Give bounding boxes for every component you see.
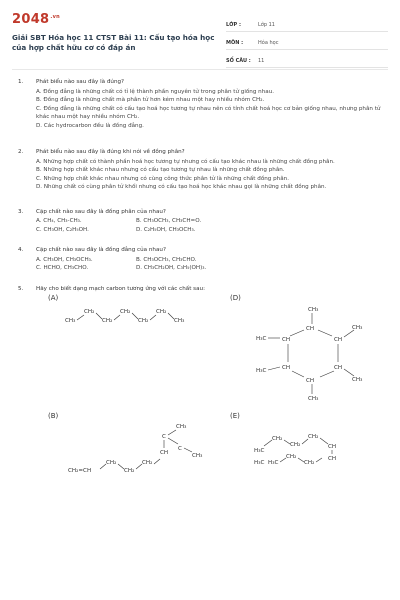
- question-stem: Phát biểu nào sau đây là đúng khi nói về đồng phân?: [36, 149, 185, 155]
- question-2: [18, 148, 386, 192]
- question-number: 3.: [18, 208, 24, 215]
- structure-e: [254, 434, 336, 466]
- question-stem: Hãy cho biết dạng mạch carbon tương ứng với các chất sau:: [36, 285, 205, 292]
- option-d[interactable]: D. Những chất có cùng phân tử khối nhưng có cấu tạo hoá học khác nhau gọi là những chất đồng phân.: [36, 184, 327, 190]
- atom: H₃C: [256, 368, 267, 374]
- atom: CH₂: [138, 318, 149, 324]
- meta-key: MÔN :: [226, 40, 244, 46]
- option-a[interactable]: A. Những hợp chất có thành phần hoá học tương tự nhưng có cấu tạo khác nhau là những chất đồng phân.: [36, 158, 335, 165]
- meta-value: Hóa học: [258, 40, 279, 46]
- meta-row-class: [226, 14, 388, 32]
- atom: CH: [328, 456, 337, 462]
- structure-label-a: (A): [48, 294, 59, 302]
- atom: CH: [160, 450, 169, 456]
- header-divider: [12, 69, 388, 70]
- atom: H₃C: [254, 448, 265, 454]
- atom: CH: [282, 365, 291, 371]
- question-4: [18, 246, 386, 273]
- meta-key: SỐ CÂU :: [226, 58, 251, 64]
- atom: CH₃: [352, 377, 363, 383]
- atom: CH: [306, 326, 315, 332]
- atom: CH₃: [65, 318, 76, 324]
- atom: CH₃: [192, 453, 203, 459]
- atom: CH₃: [352, 325, 363, 331]
- atom: CH₃: [308, 307, 319, 313]
- option-c[interactable]: C. CH₃OH, C₂H₅OH.: [36, 226, 89, 233]
- structure-label-e: (E): [230, 412, 240, 420]
- atom: CH: [328, 444, 337, 450]
- document-title: Giải SBT Hóa học 11 CTST Bài 11: Cấu tạo hóa học của hợp chất hữu cơ có đáp án: [12, 33, 215, 52]
- atom: C: [178, 446, 182, 452]
- atom: CH₂: [156, 309, 167, 315]
- atom: CH₂: [84, 309, 95, 315]
- option-d[interactable]: D. C₂H₅OH, CH₃OCH₃.: [136, 226, 196, 233]
- atom: CH: [282, 337, 291, 343]
- question-number: 5.: [18, 285, 24, 292]
- option-b[interactable]: B. CH₃OCH₃, CH₃CHO.: [136, 256, 197, 263]
- structure-label-b: (B): [48, 412, 59, 420]
- atom: H₃C: [254, 460, 265, 466]
- atom: CH₂: [286, 454, 297, 460]
- atom: CH₂: [106, 460, 117, 466]
- question-3: [18, 208, 386, 235]
- meta-key: LỚP :: [226, 22, 241, 28]
- option-a[interactable]: A. CH₄, CH₃-CH₃.: [36, 218, 82, 224]
- site-logo[interactable]: $2048^{.vn}$: [12, 12, 61, 27]
- option-b[interactable]: B. CH₃OCH₃, CH₃CH=O.: [136, 218, 202, 224]
- option-c[interactable]: C. Những hợp chất khác nhau nhưng có cùng công thức phân tử là những chất đồng phân.: [36, 175, 289, 182]
- atom: CH₃: [176, 424, 187, 430]
- meta-row-count: [226, 50, 388, 68]
- question-number: 4.: [18, 247, 24, 253]
- option-d[interactable]: D. CH₃CH₂OH, C₃H₅(OH)₃.: [136, 265, 207, 271]
- structure-d: [256, 307, 362, 402]
- question-stem: Cặp chất nào sau đây là đồng phân của nhau?: [36, 208, 166, 215]
- atom: CH: [334, 365, 343, 371]
- meta-row-subject: [226, 32, 388, 50]
- question-number: 1.: [18, 79, 24, 85]
- question-5: [18, 285, 386, 295]
- atom: CH: [334, 337, 343, 343]
- structure-label-d: (D): [230, 294, 241, 302]
- option-d[interactable]: D. Các hydrocarbon đều là đồng đẳng.: [36, 122, 144, 129]
- meta-value: 11: [258, 58, 265, 64]
- question-stem: Phát biểu nào sau đây là đúng?: [36, 79, 125, 85]
- atom: CH₂: [102, 318, 113, 324]
- atom: CH₂: [290, 442, 301, 448]
- atom: CH₂: [272, 436, 283, 442]
- option-a[interactable]: A. Đồng đẳng là những chất có tỉ lệ thành phần nguyên tử trong phân tử giống nhau.: [36, 88, 275, 95]
- atom: CH₂=CH: [68, 468, 92, 474]
- document-meta: [226, 14, 388, 68]
- meta-value: Lớp 11: [258, 22, 275, 28]
- atom: H₃C: [256, 336, 267, 342]
- atom: CH: [306, 378, 315, 384]
- question-number: 2.: [18, 149, 24, 155]
- atom: CH₂: [124, 468, 135, 474]
- atom: CH₃: [174, 318, 185, 324]
- structure-b: [68, 424, 202, 474]
- question-list: [18, 78, 386, 494]
- option-c[interactable]: C. Đồng đẳng là những chất có cấu tạo hoá học tương tự nhau nên có tính chất hoá học cơ bản giống nhau, nhưng phân tử khác nhau một hay nhiều nhóm CH₂.: [36, 105, 381, 120]
- option-b[interactable]: B. Những hợp chất khác nhau nhưng có cấu tạo tương tự nhau là những chất đồng phân.: [36, 167, 285, 173]
- atom: CH₂: [142, 460, 153, 466]
- option-b[interactable]: B. Đồng đẳng là những chất mà phân tử hơn kém nhau một hay nhiều nhóm CH₂.: [36, 97, 265, 103]
- atom: CH₂: [308, 434, 319, 440]
- structure-diagrams: [18, 294, 386, 494]
- atom: C: [162, 434, 166, 440]
- atom: CH₂: [304, 460, 315, 466]
- structures-area: [18, 294, 386, 494]
- question-1: [18, 78, 386, 130]
- option-a[interactable]: A. CH₃OH, CH₃OCH₃.: [36, 256, 93, 263]
- structure-a: [65, 309, 184, 324]
- atom: CH₃: [308, 396, 319, 402]
- atom: CH₂: [120, 309, 131, 315]
- option-c[interactable]: C. HCHO, CH₃CHO.: [36, 265, 89, 271]
- atom: H₃C: [268, 460, 279, 466]
- question-stem: Cặp chất nào sau đây là đồng đẳng của nhau?: [36, 247, 166, 253]
